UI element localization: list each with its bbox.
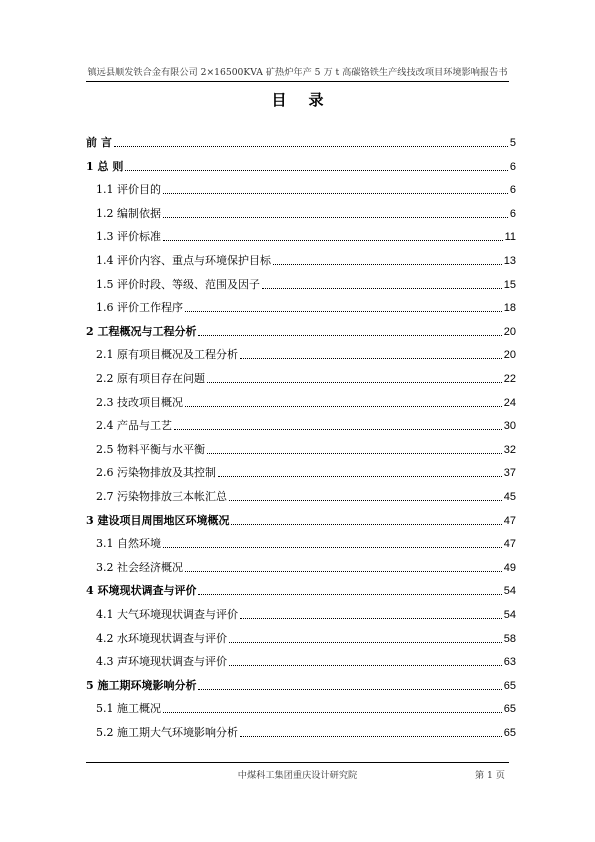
toc-dot-leader <box>163 193 508 194</box>
toc-entry[interactable] <box>86 134 516 150</box>
toc-entry-page: 65 <box>503 679 516 692</box>
toc-dot-leader <box>207 382 502 383</box>
toc-entry-page: 54 <box>503 609 516 621</box>
toc-entry-label: 4.3 声环境现状调查与评价 <box>96 655 227 669</box>
toc-entry-label: 4 环境现状调查与评价 <box>86 584 197 598</box>
toc-entry[interactable] <box>96 700 516 716</box>
running-header-text: 镇远县顺发铁合金有限公司 2×16500KVA 矿热炉年产 5 万 t 高碳铬铁生产线技改项目环境影响报告书 <box>87 67 508 78</box>
toc-entry[interactable] <box>86 158 516 174</box>
toc-entry[interactable] <box>96 299 516 315</box>
toc-entry[interactable] <box>86 323 516 339</box>
toc-entry-page: 32 <box>503 443 516 456</box>
toc-dot-leader <box>163 547 502 548</box>
toc-entry-label: 1.1 评价目的 <box>96 183 161 197</box>
toc-entry[interactable] <box>96 394 516 410</box>
toc-entry-page: 49 <box>503 561 516 574</box>
toc-entry[interactable] <box>96 346 516 362</box>
toc-entry[interactable] <box>96 441 516 457</box>
toc-entry-page: 37 <box>503 467 516 480</box>
toc-dot-leader <box>125 170 508 171</box>
toc-entry-page: 22 <box>503 373 516 385</box>
toc-entry-label: 2.6 污染物排放及其控制 <box>96 466 216 480</box>
toc-entry-page: 11 <box>504 231 516 244</box>
toc-entry-label: 2.3 技改项目概况 <box>96 395 183 409</box>
footer-page-number: 第 1 页 <box>474 770 505 781</box>
toc-entry[interactable] <box>96 724 516 740</box>
toc-dot-leader <box>163 240 503 241</box>
toc-dot-leader <box>198 335 501 336</box>
toc-entry[interactable] <box>96 606 516 622</box>
toc-entry[interactable] <box>96 205 516 221</box>
toc-dot-leader <box>240 618 502 619</box>
toc-entry-label: 5 施工期环境影响分析 <box>86 678 197 692</box>
toc-entry-page: 13 <box>503 255 516 267</box>
toc-entry-label: 3.2 社会经济概况 <box>96 560 183 574</box>
toc-dot-leader <box>185 406 502 407</box>
toc-entry[interactable] <box>86 677 516 693</box>
toc-entry[interactable] <box>96 252 516 268</box>
toc-dot-leader <box>229 642 502 643</box>
toc-dot-leader <box>231 524 501 525</box>
table-of-contents <box>86 0 516 842</box>
toc-entry[interactable] <box>86 582 516 598</box>
toc-entry[interactable] <box>96 181 516 197</box>
toc-entry-page: 24 <box>503 396 516 409</box>
toc-dot-leader <box>185 311 502 312</box>
toc-entry[interactable] <box>96 488 516 504</box>
toc-entry-page: 6 <box>509 207 516 220</box>
toc-entry-label: 1.5 评价时段、等级、范围及因子 <box>96 277 260 291</box>
toc-entry-label: 2.2 原有项目存在问题 <box>96 372 205 385</box>
toc-entry-page: 47 <box>503 514 516 527</box>
toc-entry-page: 20 <box>503 349 516 362</box>
toc-dot-leader <box>185 571 502 572</box>
footer-organization: 中煤科工集团重庆设计研究院 <box>237 770 358 781</box>
toc-entry-page: 6 <box>509 160 516 173</box>
toc-dot-leader <box>163 217 508 218</box>
toc-dot-leader <box>229 665 502 666</box>
toc-dot-leader <box>262 288 502 289</box>
toc-dot-leader <box>198 689 501 690</box>
toc-dot-leader <box>198 594 501 595</box>
toc-entry-page: 54 <box>503 585 516 598</box>
toc-entry[interactable] <box>96 630 516 646</box>
toc-entry-label: 前 言 <box>86 136 112 149</box>
toc-dot-leader <box>114 146 508 147</box>
toc-entry[interactable] <box>96 559 516 575</box>
toc-dot-leader <box>207 453 502 454</box>
toc-dot-leader <box>240 736 502 737</box>
toc-entry-label: 3.1 自然环境 <box>96 537 161 551</box>
toc-entry[interactable] <box>96 417 516 433</box>
toc-entry-page: 65 <box>503 727 516 739</box>
toc-entry-page: 47 <box>503 538 516 551</box>
toc-entry-page: 5 <box>509 137 516 149</box>
page-title: 目录 <box>271 91 346 109</box>
toc-entry-page: 65 <box>503 703 516 716</box>
toc-entry-label: 1.6 评价工作程序 <box>96 301 183 315</box>
toc-dot-leader <box>229 500 502 501</box>
toc-entry[interactable] <box>96 653 516 669</box>
toc-entry-page: 45 <box>503 491 516 503</box>
toc-entry-label: 2.4 产品与工艺 <box>96 419 172 433</box>
toc-entry-page: 58 <box>503 632 516 645</box>
toc-entry-label: 1 总 则 <box>86 159 124 173</box>
toc-entry-label: 2 工程概况与工程分析 <box>86 324 197 338</box>
toc-entry-label: 4.1 大气环境现状调查与评价 <box>96 608 238 621</box>
toc-dot-leader <box>273 264 502 265</box>
toc-entry[interactable] <box>96 228 516 244</box>
toc-entry-label: 5.1 施工概况 <box>96 702 161 716</box>
toc-entry[interactable] <box>86 512 516 528</box>
toc-entry-page: 20 <box>503 325 516 338</box>
toc-dot-leader <box>174 429 502 430</box>
toc-entry-page: 15 <box>503 278 516 291</box>
toc-entry[interactable] <box>96 276 516 292</box>
toc-dot-leader <box>163 712 502 713</box>
toc-entry[interactable] <box>96 535 516 551</box>
toc-dot-leader <box>218 476 502 477</box>
toc-entry-page: 6 <box>509 184 516 197</box>
toc-entry-label: 1.4 评价内容、重点与环境保护目标 <box>96 254 271 267</box>
toc-entry-page: 18 <box>503 302 516 315</box>
toc-entry-page: 30 <box>503 420 516 433</box>
toc-entry-label: 3 建设项目周围地区环境概况 <box>86 513 230 527</box>
toc-entry-label: 1.2 编制依据 <box>96 206 161 220</box>
toc-entry-label: 5.2 施工期大气环境影响分析 <box>96 726 238 739</box>
toc-entry-label: 4.2 水环境现状调查与评价 <box>96 631 227 645</box>
toc-entry[interactable] <box>96 370 516 386</box>
toc-entry-label: 2.1 原有项目概况及工程分析 <box>96 348 238 362</box>
toc-entry[interactable] <box>96 464 516 480</box>
toc-entry-page: 63 <box>503 656 516 669</box>
running-footer <box>86 762 509 781</box>
toc-entry-label: 2.5 物料平衡与水平衡 <box>96 442 205 456</box>
toc-entry-label: 1.3 评价标准 <box>96 230 161 244</box>
toc-dot-leader <box>240 358 502 359</box>
toc-entry-label: 2.7 污染物排放三本帐汇总 <box>96 490 227 503</box>
